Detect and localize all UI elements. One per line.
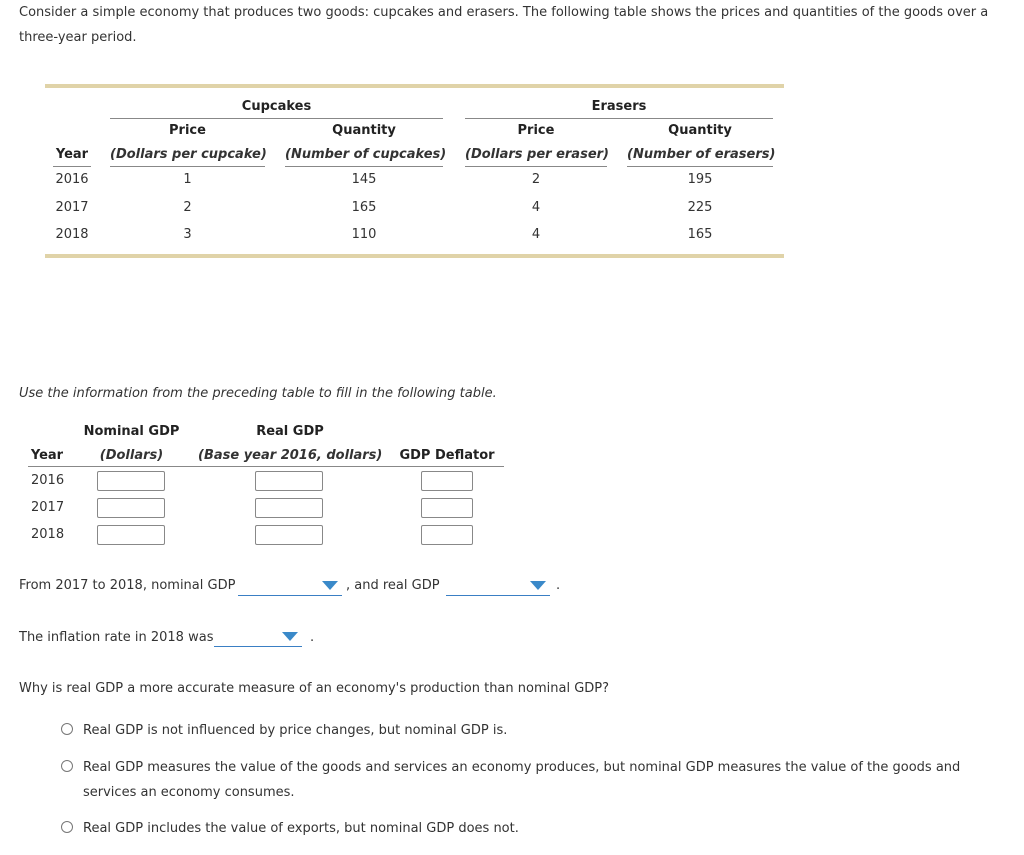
chevron-down-icon bbox=[322, 581, 338, 590]
option-radio-3[interactable] bbox=[61, 821, 73, 833]
row-year-2017: 2017 bbox=[31, 500, 65, 515]
gdp-deflator-input-2016[interactable] bbox=[421, 471, 473, 491]
row-eraser-quantity: 165 bbox=[687, 227, 713, 242]
gdp-deflator-header: GDP Deflator bbox=[399, 448, 495, 463]
question-text: Why is real GDP a more accurate measure of an economy's production than nominal GDP? bbox=[19, 681, 610, 696]
nominal-gdp-header: Nominal GDP bbox=[83, 424, 180, 439]
real-gdp-change-dropdown[interactable] bbox=[446, 579, 550, 596]
row-cupcake-price: 2 bbox=[183, 200, 192, 215]
real-gdp-unit: (Base year 2016, dollars) bbox=[198, 448, 383, 463]
nominal-gdp-input-2016[interactable] bbox=[97, 471, 165, 491]
nominal-gdp-unit: (Dollars) bbox=[99, 448, 164, 463]
inflation-rate-dropdown[interactable] bbox=[214, 630, 302, 647]
row-cupcake-quantity: 145 bbox=[351, 172, 377, 187]
real-gdp-input-2016[interactable] bbox=[255, 471, 323, 491]
year-header-rule bbox=[53, 166, 91, 167]
row-cupcake-price: 1 bbox=[183, 172, 192, 187]
row-eraser-quantity: 195 bbox=[687, 172, 713, 187]
table-bottom-border bbox=[45, 254, 784, 258]
option-label-2[interactable]: Real GDP measures the value of the goods and services an economy produces, but nominal GDP measures the value of the goods and services an economy consumes. bbox=[83, 760, 961, 800]
eraser-price-header: Price bbox=[517, 123, 555, 138]
real-gdp-header: Real GDP bbox=[256, 424, 324, 439]
erasers-group-rule bbox=[465, 118, 773, 119]
row-cupcake-quantity: 165 bbox=[351, 200, 377, 215]
chevron-down-icon bbox=[282, 632, 298, 641]
erasers-group-header: Erasers bbox=[591, 99, 647, 114]
row-cupcake-price: 3 bbox=[183, 227, 192, 242]
cupcakes-group-rule bbox=[110, 118, 443, 119]
sentence2-prefix: The inflation rate in 2018 was bbox=[19, 630, 214, 645]
row-cupcake-quantity: 110 bbox=[351, 227, 377, 242]
row-eraser-price: 2 bbox=[531, 172, 541, 187]
gdp-deflator-input-2017[interactable] bbox=[421, 498, 473, 518]
cupcakes-group-header: Cupcakes bbox=[241, 99, 312, 114]
nominal-gdp-input-2017[interactable] bbox=[97, 498, 165, 518]
nominal-gdp-change-dropdown[interactable] bbox=[238, 579, 342, 596]
table2-header-rule bbox=[28, 466, 504, 467]
cupcake-price-header: Price bbox=[169, 123, 206, 138]
row-year-2018: 2018 bbox=[31, 527, 65, 542]
row-eraser-quantity: 225 bbox=[687, 200, 713, 215]
real-gdp-input-2017[interactable] bbox=[255, 498, 323, 518]
cupcake-price-unit: (Dollars per cupcake) bbox=[110, 147, 267, 162]
eraser-quantity-rule bbox=[627, 166, 773, 167]
row-year-2016: 2016 bbox=[31, 473, 65, 488]
real-gdp-input-2018[interactable] bbox=[255, 525, 323, 545]
sentence1-suffix: . bbox=[556, 578, 561, 593]
eraser-price-rule bbox=[465, 166, 607, 167]
row-year: 2018 bbox=[55, 227, 89, 242]
row-year: 2017 bbox=[55, 200, 89, 215]
cupcake-quantity-rule bbox=[285, 166, 443, 167]
option-label-1[interactable]: Real GDP is not influenced by price changes, but nominal GDP is. bbox=[83, 723, 508, 738]
eraser-price-unit: (Dollars per eraser) bbox=[465, 147, 609, 162]
cupcake-price-rule bbox=[110, 166, 265, 167]
sentence1-prefix: From 2017 to 2018, nominal GDP bbox=[19, 578, 236, 593]
intro-text: Consider a simple economy that produces two goods: cupcakes and erasers. The following table shows the prices and quantities of the goods over a three-year period. bbox=[19, 5, 989, 45]
row-year: 2016 bbox=[55, 172, 89, 187]
row-eraser-price: 4 bbox=[531, 200, 541, 215]
option-radio-2[interactable] bbox=[61, 760, 73, 772]
sentence1-middle: , and real GDP bbox=[346, 578, 440, 593]
year-header: Year bbox=[55, 147, 89, 162]
option-label-3[interactable]: Real GDP includes the value of exports, but nominal GDP does not. bbox=[83, 821, 519, 836]
instruction-text: Use the information from the preceding table to fill in the following table. bbox=[19, 386, 497, 401]
eraser-quantity-header: Quantity bbox=[668, 123, 732, 138]
eraser-quantity-unit: (Number of erasers) bbox=[627, 147, 776, 162]
option-radio-1[interactable] bbox=[61, 723, 73, 735]
cupcake-quantity-header: Quantity bbox=[332, 123, 396, 138]
row-eraser-price: 4 bbox=[531, 227, 541, 242]
cupcake-quantity-unit: (Number of cupcakes) bbox=[285, 147, 447, 162]
chevron-down-icon bbox=[530, 581, 546, 590]
year-header-2: Year bbox=[30, 448, 64, 463]
nominal-gdp-input-2018[interactable] bbox=[97, 525, 165, 545]
gdp-deflator-input-2018[interactable] bbox=[421, 525, 473, 545]
sentence2-suffix: . bbox=[310, 630, 315, 645]
table-top-border bbox=[45, 84, 784, 88]
